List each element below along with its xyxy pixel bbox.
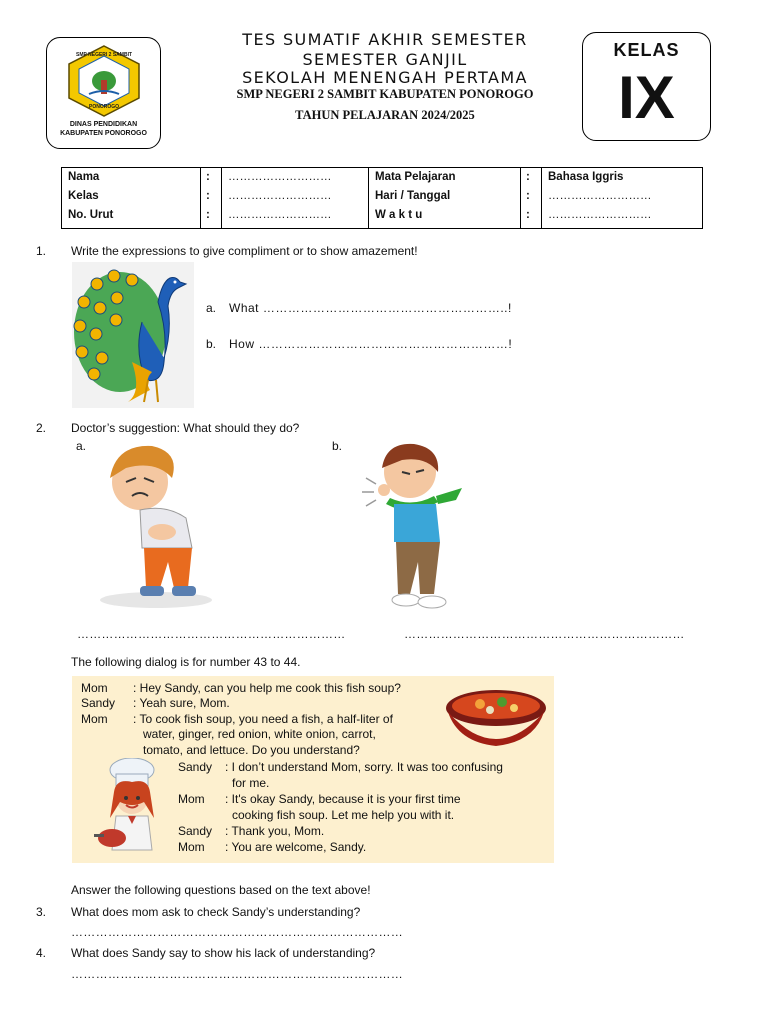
girl-chef-icon — [90, 758, 168, 860]
dialog-line-1 — [81, 681, 401, 696]
label-waktu: W a k t u — [375, 209, 423, 221]
q3-number: 3. — [36, 905, 47, 919]
label-kelas: Kelas — [68, 190, 99, 202]
colon: : — [526, 209, 530, 221]
boy-stomachache-icon — [96, 438, 216, 610]
speaker: Mom — [81, 712, 108, 726]
class-value: IX — [618, 64, 675, 131]
utterance: : To cook fish soup, you need a fish, a half-liter of — [133, 712, 393, 726]
colon: : — [206, 209, 210, 221]
q2-a-label: a. — [76, 439, 87, 453]
q2-a-answer-line[interactable]: ………………………………………………………… — [77, 627, 346, 641]
dialog-box — [72, 676, 554, 863]
blank-waktu[interactable]: ……………………… — [548, 209, 652, 221]
utterance: : Hey Sandy, can you help me cook this fish soup? — [133, 681, 401, 695]
class-label: KELAS — [613, 40, 680, 60]
label-mata-pelajaran: Mata Pelajaran — [375, 171, 456, 183]
logo-caption-line-2: KABUPATEN PONOROGO — [60, 130, 147, 137]
peacock-icon — [72, 262, 194, 408]
utterance: : Yeah sure, Mom. — [133, 696, 230, 710]
school-level-title: SEKOLAH MENENGAH PERTAMA — [242, 68, 528, 87]
dialog-line-8 — [178, 792, 461, 807]
answer-intro: Answer the following questions based on the text above! — [71, 883, 371, 897]
blank-nama[interactable]: ……………………… — [228, 171, 332, 183]
q4-text: What does Sandy say to show his lack of understanding? — [71, 946, 376, 960]
seal-text-bottom: PONOROGO — [88, 104, 119, 110]
academic-year: TAHUN PELAJARAN 2024/2025 — [295, 108, 475, 122]
class-box — [582, 32, 711, 141]
blank-kelas[interactable]: ……………………… — [228, 190, 332, 202]
dialog-line-10 — [178, 824, 324, 839]
subject-value: Bahasa Iggris — [548, 171, 624, 183]
q2-number: 2. — [36, 421, 47, 435]
dialog-line-11 — [178, 840, 366, 855]
logo-caption-line-1: DINAS PENDIDIKAN — [69, 121, 138, 128]
school-logo-box — [46, 37, 161, 149]
q1-a-answer-line[interactable]: What …………………………………………………..! — [229, 301, 512, 315]
q3-answer-line[interactable]: ……………………………………………………………………… — [71, 925, 404, 939]
q1-b-label: b. — [206, 337, 217, 351]
seal-text-top: SMP NEGERI 2 SAMBIT — [75, 52, 133, 58]
speaker: Mom — [178, 840, 205, 854]
dialog-line-3 — [81, 712, 393, 727]
q2-text: Doctor’s suggestion: What should they do? — [71, 421, 300, 435]
exam-title: TES SUMATIF AKHIR SEMESTER — [242, 30, 528, 49]
colon: : — [526, 171, 530, 183]
speaker: Sandy — [178, 760, 213, 774]
label-nama: Nama — [68, 171, 100, 183]
speaker: Sandy — [178, 824, 213, 838]
colon: : — [206, 171, 210, 183]
colon: : — [526, 190, 530, 202]
logo-caption — [47, 120, 160, 138]
boy-coughing-icon — [362, 438, 472, 614]
dialog-line-6 — [178, 760, 503, 775]
q1-text: Write the expressions to give compliment or to show amazement! — [71, 244, 418, 258]
utterance: : I don’t understand Mom, sorry. It was too confusing — [225, 760, 503, 774]
dialog-line-7: for me. — [232, 776, 270, 790]
dialog-line-4: water, ginger, red onion, white onion, carrot, — [143, 727, 376, 741]
q1-b-answer-line[interactable]: How ……………………………………………………! — [229, 337, 513, 351]
speaker: Mom — [81, 681, 108, 695]
q1-number: 1. — [36, 244, 47, 258]
speaker: Mom — [178, 792, 205, 806]
blank-no-urut[interactable]: ……………………… — [228, 209, 332, 221]
dialog-intro: The following dialog is for number 43 to 44. — [71, 655, 301, 669]
student-identity-table — [61, 167, 703, 229]
label-no-urut: No. Urut — [68, 209, 114, 221]
utterance: : It's okay Sandy, because it is your first time — [225, 792, 461, 806]
q4-number: 4. — [36, 946, 47, 960]
soup-bowl-icon — [444, 686, 548, 748]
utterance: : You are welcome, Sandy. — [225, 840, 367, 854]
dialog-line-5: tomato, and lettuce. Do you understand? — [143, 743, 360, 757]
q1-a-label: a. — [206, 301, 217, 315]
utterance: : Thank you, Mom. — [225, 824, 325, 838]
semester-title: SEMESTER GANJIL — [302, 50, 468, 69]
label-hari-tanggal: Hari / Tanggal — [375, 190, 451, 202]
dialog-line-9: cooking fish soup. Let me help you with it. — [232, 808, 455, 822]
school-name: SMP NEGERI 2 SAMBIT KABUPATEN PONOROGO — [236, 87, 534, 101]
speaker: Sandy — [81, 696, 116, 710]
q2-b-answer-line[interactable]: …………………………………………………………… — [404, 627, 685, 641]
q3-text: What does mom ask to check Sandy’s understanding? — [71, 905, 361, 919]
q4-answer-line[interactable]: ……………………………………………………………………… — [71, 967, 404, 981]
blank-hari-tanggal[interactable]: ……………………… — [548, 190, 652, 202]
dialog-line-2 — [81, 696, 230, 711]
colon: : — [206, 190, 210, 202]
q2-b-label: b. — [332, 439, 343, 453]
